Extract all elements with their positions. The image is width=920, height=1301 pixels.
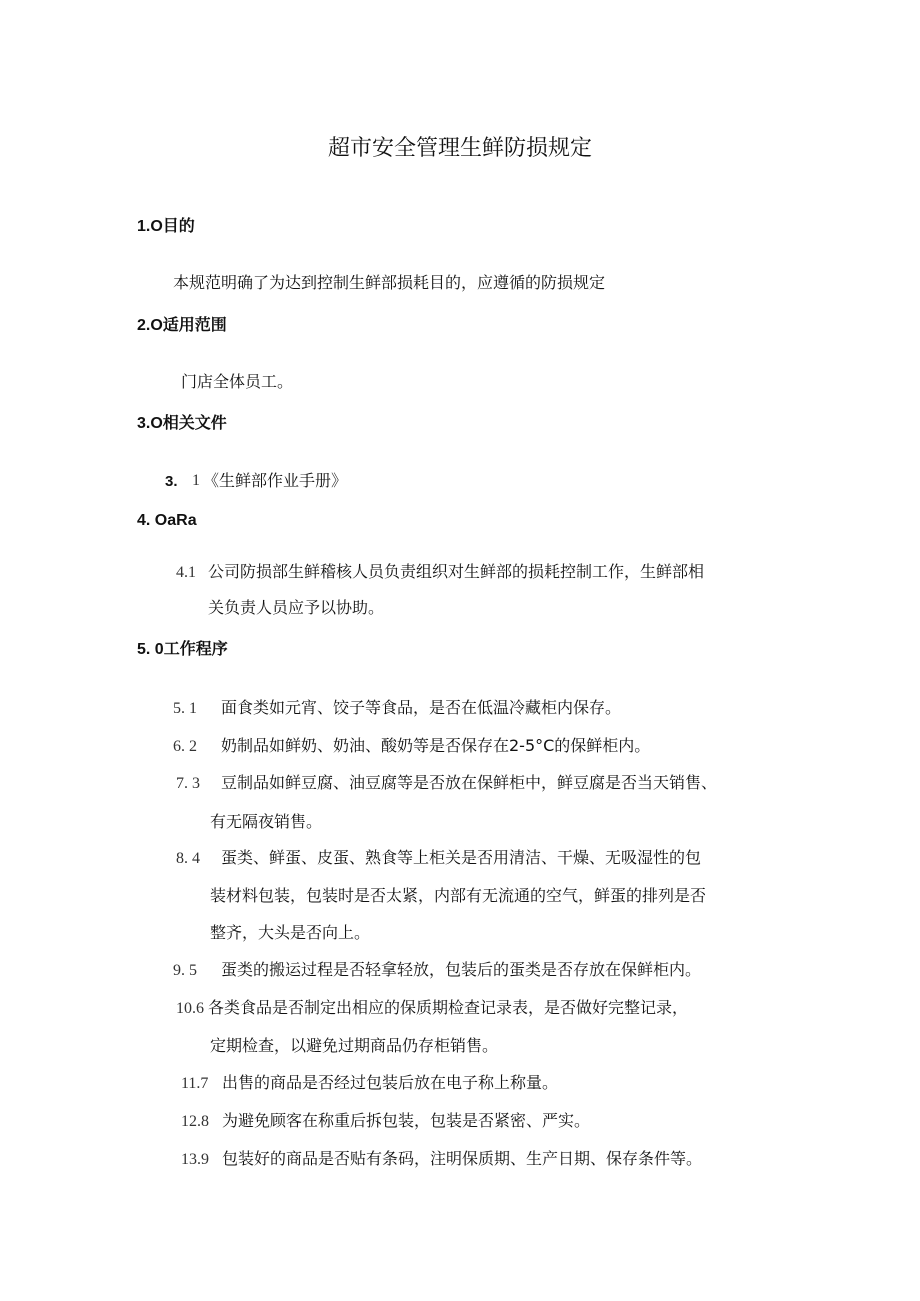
procedure-item-8-line-1: 为避免顾客在称重后拆包装，包装是否紧密、严实。 xyxy=(222,1111,591,1130)
procedure-item-9-line-1: 包装好的商品是否贴有条码，注明保质期、生产日期、保存条件等。 xyxy=(222,1149,703,1168)
section-4-item-number: 4.1 xyxy=(176,564,196,581)
procedure-item-3-number: 7. 3 xyxy=(176,775,200,792)
procedure-item-6-number: 10.6 xyxy=(176,1000,204,1017)
section-2-body: 门店全体员工。 xyxy=(181,372,294,391)
procedure-item-4-number: 8. 4 xyxy=(176,850,200,867)
procedure-item-7-number: 11.7 xyxy=(181,1075,209,1092)
procedure-item-3-line-1: 豆制品如鲜豆腐、油豆腐等是否放在保鲜柜中，鲜豆腐是否当天销售、 xyxy=(221,773,718,792)
document-title: 超市安全管理生鲜防损规定 xyxy=(327,136,592,161)
section-3-item-subnumber: 1 xyxy=(192,472,200,489)
section-3-item-number: 3. xyxy=(165,473,178,490)
procedure-item-1-number: 5. 1 xyxy=(173,700,197,717)
procedure-item-8-number: 12.8 xyxy=(181,1113,209,1130)
section-5-heading: 5. 0工作程序 xyxy=(137,641,228,658)
procedure-item-7-line-1: 出售的商品是否经过包装后放在电子称上称量。 xyxy=(222,1073,559,1092)
section-3-heading: 3.O相关文件 xyxy=(137,415,227,432)
procedure-item-3-line-2: 有无隔夜销售。 xyxy=(210,812,323,831)
procedure-item-9-number: 13.9 xyxy=(181,1151,209,1168)
procedure-item-2-number: 6. 2 xyxy=(173,738,197,755)
procedure-item-6-line-1: 各类食品是否制定出相应的保质期检查记录表，是否做好完整记录， xyxy=(208,998,689,1017)
section-4-item-line-2: 关负责人员应予以协助。 xyxy=(208,598,385,617)
section-1-body: 本规范明确了为达到控制生鲜部损耗目的，应遵循的防损规定 xyxy=(173,273,606,292)
procedure-item-1-line-1: 面食类如元宵、饺子等食品，是否在低温冷藏柜内保存。 xyxy=(221,698,622,717)
section-4-heading: 4. OaRa xyxy=(137,512,197,529)
procedure-item-4-line-2: 装材料包装，包装时是否太紧，内部有无流通的空气，鲜蛋的排列是否 xyxy=(210,886,707,905)
procedure-item-2-line-1: 奶制品如鲜奶、奶油、酸奶等是否保存在2-5°C的保鲜柜内。 xyxy=(221,736,651,755)
section-2-heading: 2.O适用范围 xyxy=(137,317,227,334)
procedure-item-5-line-1: 蛋类的搬运过程是否轻拿轻放，包装后的蛋类是否存放在保鲜柜内。 xyxy=(221,960,702,979)
section-1-heading: 1.O目的 xyxy=(137,218,195,235)
procedure-item-4-line-1: 蛋类、鲜蛋、皮蛋、熟食等上柜关是否用清洁、干燥、无吸湿性的包 xyxy=(221,848,702,867)
procedure-item-4-line-3: 整齐，大头是否向上。 xyxy=(210,923,371,942)
procedure-item-5-number: 9. 5 xyxy=(173,962,197,979)
section-4-item-line-1: 公司防损部生鲜稽核人员负责组织对生鲜部的损耗控制工作，生鲜部相 xyxy=(208,562,705,581)
section-3-item-text: 《生鲜部作业手册》 xyxy=(203,471,348,490)
procedure-item-6-line-2: 定期检查，以避免过期商品仍存柜销售。 xyxy=(210,1036,499,1055)
